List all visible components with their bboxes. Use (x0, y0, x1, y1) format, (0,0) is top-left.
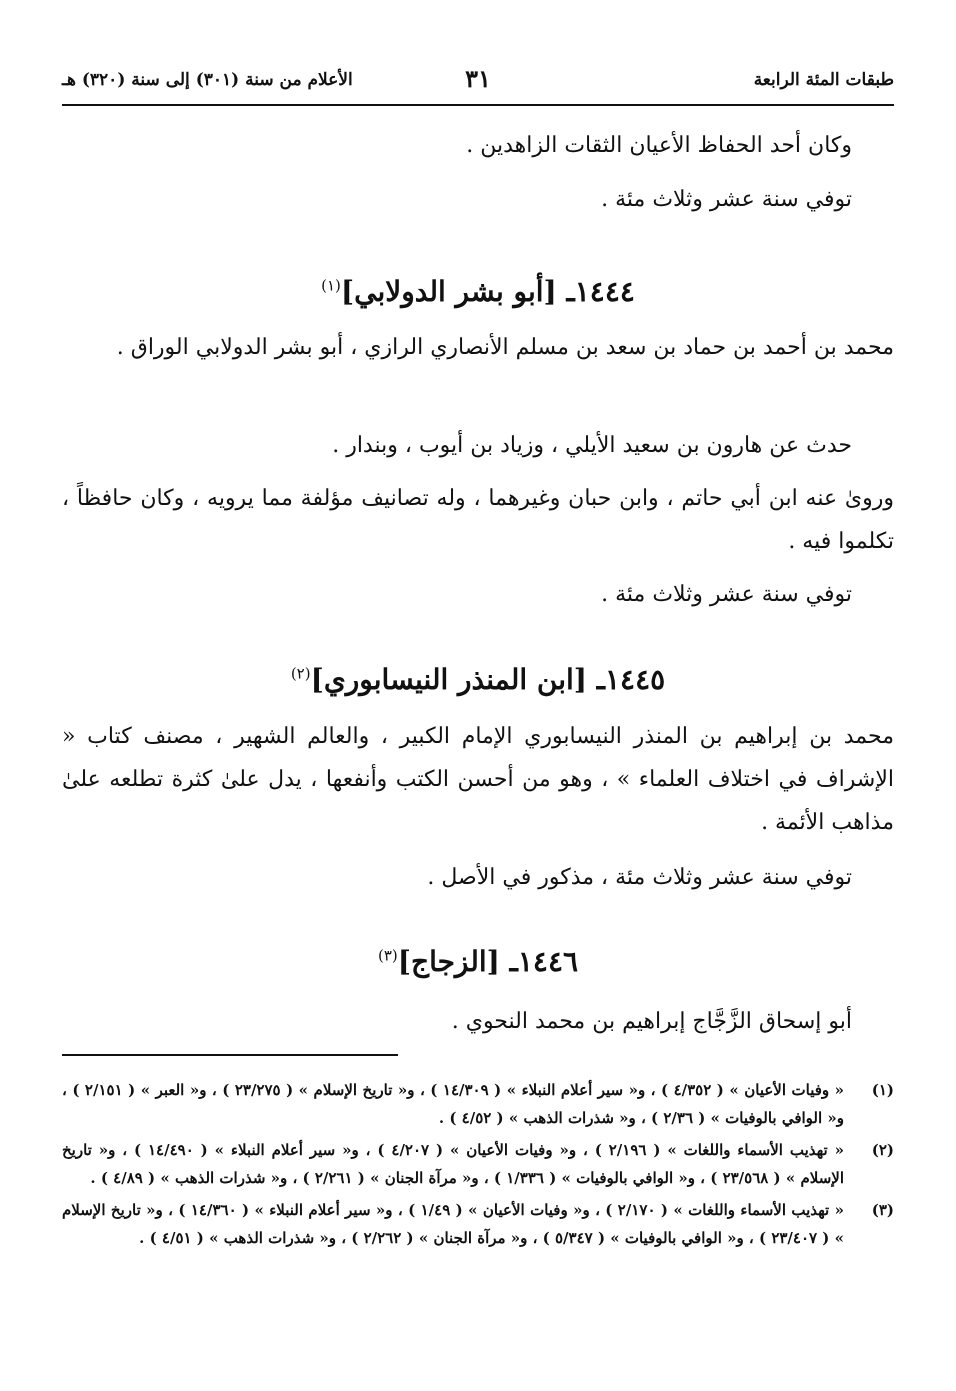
footnote-marker: (١) (321, 276, 341, 295)
footnote (62, 1136, 894, 1192)
page-number: ٣١ (465, 64, 491, 93)
footnote-number: (١) (871, 1081, 894, 1099)
main-text (62, 0, 894, 1050)
footnote-number: (٢) (871, 1141, 894, 1159)
footnote-text: « تهذيب الأسماء واللغات » ( ٢/١٧٠ ) ، و« وفيات الأعيان » ( ١/٤٩ ) ، و« سير أعلام النبلاء » ( ١٤/٣٦٠ ) ، و« تاريخ الإسلام » ( ٢٣/٤٠٧ ) ، و« الوافي بالوفيات » ( ٥/٣٤٧ ) ، و« مرآة الجنان » ( ٢/٢٦٢ ) ، و« شذرات الذهب » ( ٤/٥١ ) . (62, 1201, 844, 1247)
entry-heading (62, 945, 894, 978)
paragraph: توفي سنة عشر وثلاث مئة ، مذكور في الأصل . (427, 865, 852, 890)
entry-title: ١٤٤٤ـ [أبو بشر الدولابي] (340, 275, 635, 308)
paragraph: وكان أحد الحفاظ الأعيان الثقات الزاهدين . (466, 133, 852, 158)
paragraph: وروىٰ عنه ابن أبي حاتم ، وابن حبان وغيرهما ، وله تصانيف مؤلفة مما يرويه ، وكان حافظاً ، تكلموا فيه . (62, 486, 894, 554)
paragraph: توفي سنة عشر وثلاث مئة . (601, 582, 852, 607)
paragraph: حدث عن هارون بن سعيد الأيلي ، وزياد بن أيوب ، وبندار . (332, 433, 852, 458)
entry-heading (62, 275, 894, 308)
paragraph: محمد بن إبراهيم بن المنذر النيسابوري الإمام الكبير ، والعالم الشهير ، مصنف كتاب « الإشراف في اختلاف العلماء » ، وهو من أحسن الكتب وأنفعها ، يدل علىٰ كثرة تطلعه علىٰ مذاهب الأئمة . (62, 724, 894, 835)
footnote-marker: (٢) (290, 664, 311, 683)
header-section-title: طبقات المئة الرابعة (753, 70, 894, 90)
paragraph: توفي سنة عشر وثلاث مئة . (601, 187, 852, 212)
footnote (62, 1196, 894, 1252)
entry-heading (62, 663, 894, 696)
footnote-text: « تهذيب الأسماء واللغات » ( ٢/١٩٦ ) ، و« وفيات الأعيان » ( ٤/٢٠٧ ) ، و« سير أعلام النبلاء » ( ١٤/٤٩٠ ) ، و« تاريخ الإسلام » ( ٢٣/٥٦٨ ) ، و« الوافي بالوفيات » ( ١/٣٣٦ ) ، و« مرآة الجنان » ( ٢/٢٦١ ) ، و« شذرات الذهب » ( ٤/٨٩ ) . (62, 1141, 845, 1187)
footnote-number: (٣) (871, 1201, 894, 1219)
footnote-marker: (٣) (377, 946, 398, 965)
footnote-text: « وفيات الأعيان » ( ٤/٣٥٢ ) ، و« سير أعلام النبلاء » ( ١٤/٣٠٩ ) ، و« تاريخ الإسلام » ( ٢٣/٢٧٥ ) ، و« العبر » ( ٢/١٥١ ) ، و« الوافي بالوفيات » ( ٢/٣٦ ) ، و« شذرات الذهب » ( ٤/٥٢ ) . (62, 1081, 844, 1127)
footnote (62, 1076, 894, 1132)
entry-title: ١٤٤٦ـ [الزجاج] (397, 945, 579, 978)
footnotes (62, 1076, 894, 1256)
paragraph: محمد بن أحمد بن حماد بن سعد بن مسلم الأنصاري الرازي ، أبو بشر الدولابي الوراق . (116, 335, 894, 360)
footnote-divider (62, 1054, 398, 1056)
entry-title: ١٤٤٥ـ [ابن المنذر النيسابوري] (310, 663, 666, 696)
header-range-title: الأعلام من سنة (٣٠١) إلى سنة (٣٢٠) هـ (62, 70, 353, 90)
paragraph: أبو إسحاق الزَّجَّاج إبراهيم بن محمد النحوي . (451, 1009, 852, 1034)
